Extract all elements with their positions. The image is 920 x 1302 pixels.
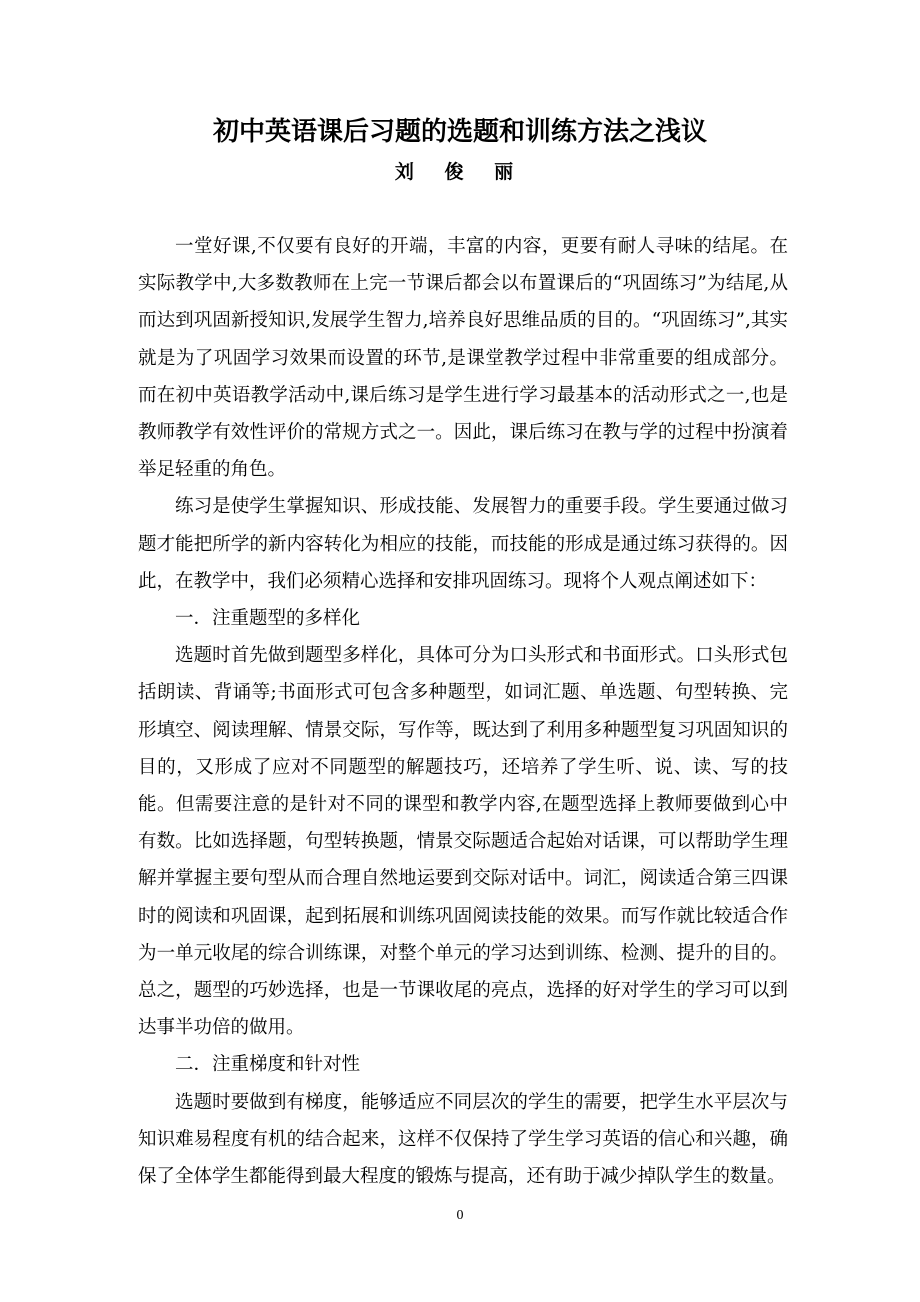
body-paragraph: 选题时首先做到题型多样化，具体可分为口头形式和书面形式。口头形式包括朗读、背诵等;书面形式可包含多种题型，如词汇题、单选题、句型转换、完形填空、阅读理解、情景交际，写作等，既达到了利用多种题型复习巩固知识的目的，又形成了应对不同题型的解题技巧，还培养了学生听、说、读、写的技能。但需要注意的是针对不同的课型和教学内容,在题型选择上教师要做到心中有数。比如选择题，句型转换题，情景交际题适合起始对话课，可以帮助学生理解并掌握主要句型从而合理自然地运要到交际对话中。词汇，阅读适合第三四课时的阅读和巩固课，起到拓展和训练巩固阅读技能的效果。而写作就比较适合作为一单元收尾的综合训练课，对整个单元的学习达到训练、检测、提升的目的。总之，题型的巧妙选择，也是一节课收尾的亮点，选择的好对学生的学习可以到达事半功倍的做用。 bbox=[138, 645, 788, 1039]
section-heading: 二．注重梯度和针对性 bbox=[175, 1054, 361, 1076]
document-body bbox=[138, 228, 788, 1195]
document-title: 初中英语课后习题的选题和训练方法之浅议 bbox=[212, 117, 707, 147]
body-paragraph: 练习是使学生掌握知识、形成技能、发展智力的重要手段。学生要通过做习题才能把所学的新内容转化为相应的技能，而技能的形成是通过练习获得的。因此，在教学中，我们必须精心选择和安排巩固练习。现将个人观点阐述如下： bbox=[138, 496, 788, 592]
body-paragraph: 一堂好课,不仅要有良好的开端，丰富的内容，更要有耐人寻味的结尾。在实际教学中,大多数教师在上完一节课后都会以布置课后的“巩固练习”为结尾,从而达到巩固新授知识,发展学生智力,培养良好思维品质的目的。“巩固练习”,其实就是为了巩固学习效果而设置的环节,是课堂教学过程中非常重要的组成部分。而在初中英语教学活动中,课后练习是学生进行学习最基本的活动形式之一,也是教师教学有效性评价的常规方式之一。因此，课后练习在教与学的过程中扮演着举足轻重的角色。 bbox=[138, 236, 788, 481]
section-heading: 一．注重题型的多样化 bbox=[175, 608, 361, 630]
author-name: 刘 俊 丽 bbox=[394, 161, 526, 183]
body-paragraph: 选题时要做到有梯度，能够适应不同层次的学生的需要，把学生水平层次与知识难易程度有机的结合起来，这样不仅保持了学生学习英语的信心和兴趣，确保了全体学生都能得到最大程度的锻炼与提高，还有助于减少掉队学生的数量。 bbox=[138, 1091, 788, 1188]
page-number: 0 bbox=[456, 1208, 464, 1223]
